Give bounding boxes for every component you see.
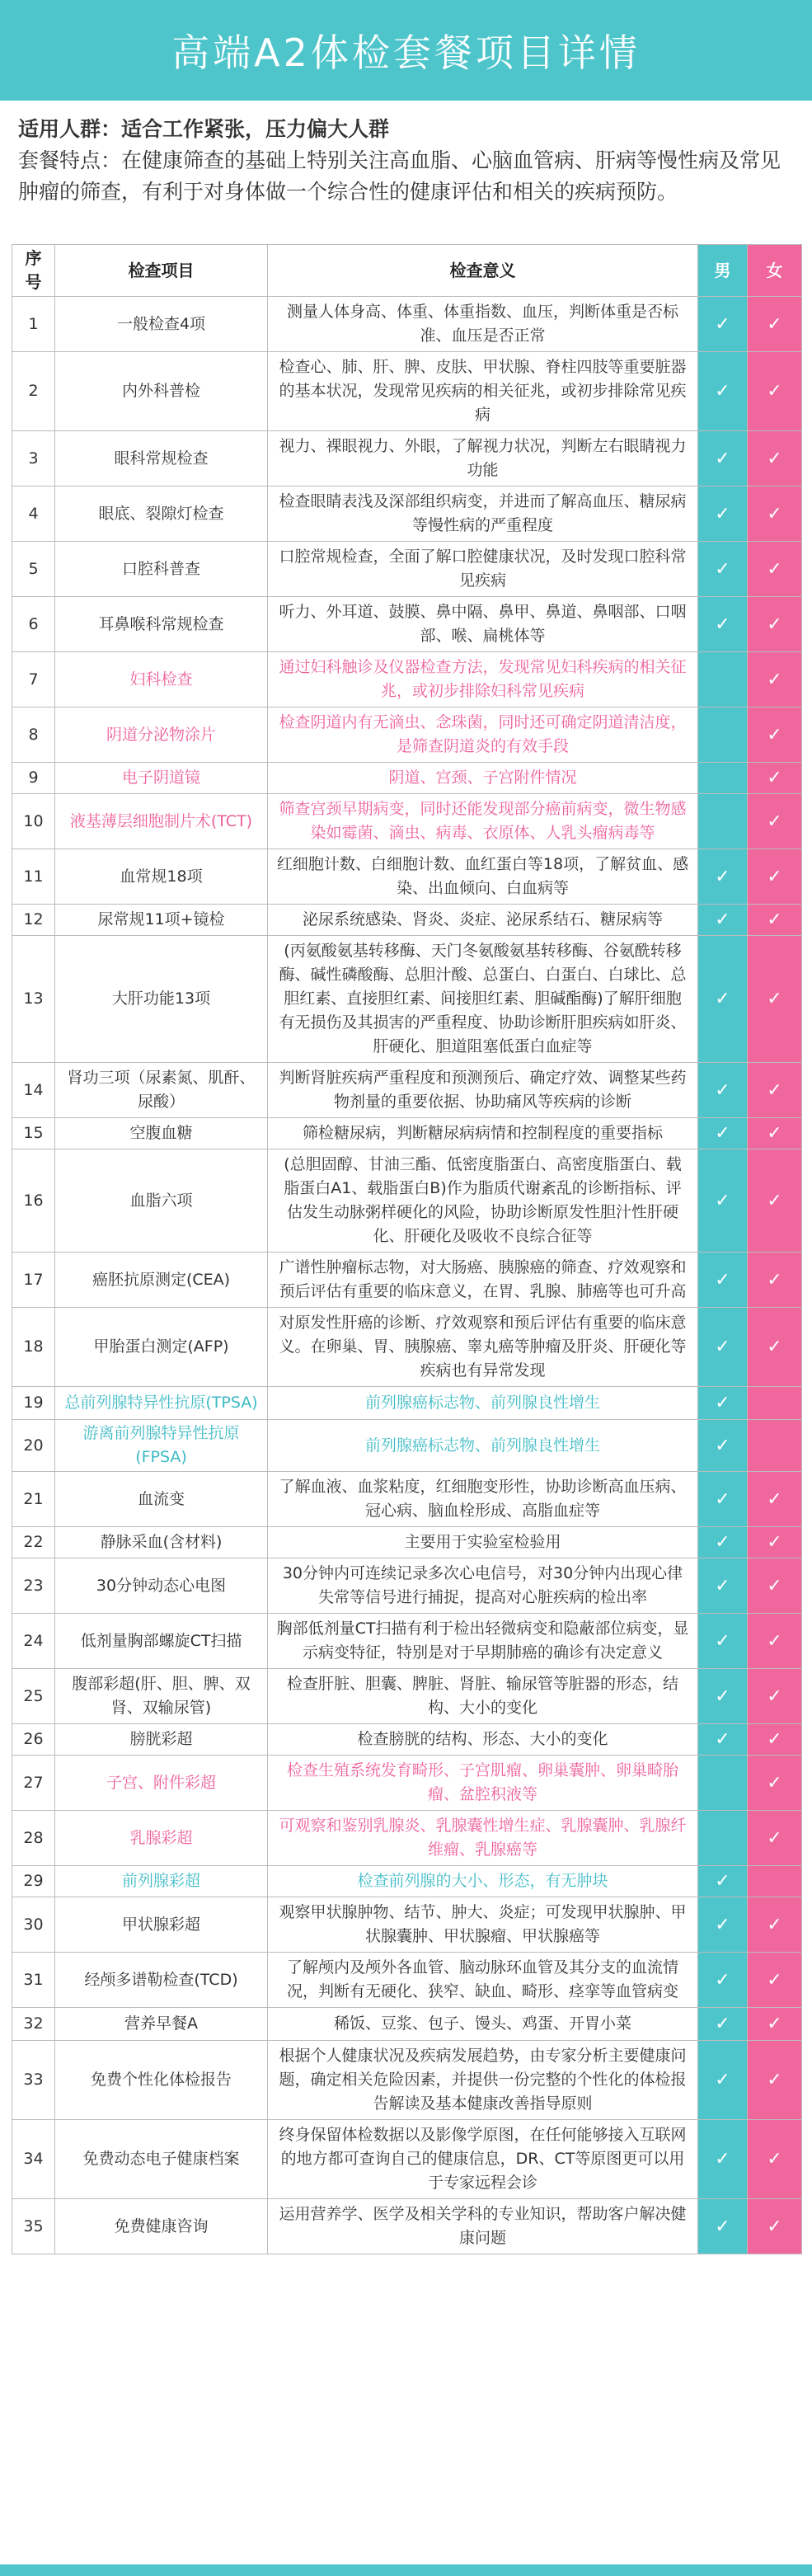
row-male-check: ✓	[698, 936, 748, 1063]
table-row	[12, 1669, 802, 1724]
table-row	[12, 1118, 802, 1149]
row-female-check: ✓	[748, 1724, 802, 1756]
row-female-check: ✓	[748, 542, 802, 597]
row-item: 肾功三项（尿素氮、肌酐、尿酸）	[55, 1063, 268, 1118]
row-description: 前列腺癌标志物、前列腺良性增生	[268, 1387, 698, 1420]
row-description: 观察甲状腺肿物、结节、肿大、炎症；可发现甲状腺肿、甲状腺囊肿、甲状腺瘤、甲状腺癌等	[268, 1897, 698, 1953]
row-description: 检查肝脏、胆囊、脾脏、肾脏、输尿管等脏器的形态，结构、大小的变化	[268, 1669, 698, 1724]
row-description: 可观察和鉴别乳腺炎、乳腺囊性增生症、乳腺囊肿、乳腺纤维瘤、乳腺癌等	[268, 1811, 698, 1866]
table-row	[12, 1387, 802, 1420]
row-female-check: ✓	[748, 2120, 802, 2199]
row-male-check: ✓	[698, 2199, 748, 2254]
row-female-check: ✓	[748, 1118, 802, 1149]
row-number: 9	[12, 763, 55, 794]
row-female-check: ✓	[748, 2199, 802, 2254]
row-description: 胸部低剂量CT扫描有利于检出轻微病变和隐蔽部位病变，显示病变特征，特别是对于早期肺癌的确诊有决定意义	[268, 1614, 698, 1669]
table-header-row	[12, 245, 802, 297]
table-row	[12, 849, 802, 905]
row-male-check: ✓	[698, 1387, 748, 1420]
page-title: 高端A2体检套餐项目详情	[171, 31, 641, 75]
row-description: 视力、裸眼视力、外眼，了解视力状况，判断左右眼睛视力功能	[268, 431, 698, 487]
row-description: 检查前列腺的大小、形态，有无肿块	[268, 1866, 698, 1897]
row-description: 听力、外耳道、鼓膜、鼻中隔、鼻甲、鼻道、鼻咽部、口咽部、喉、扁桃体等	[268, 597, 698, 652]
table-row	[12, 1253, 802, 1308]
row-number: 29	[12, 1866, 55, 1897]
table-row	[12, 1953, 802, 2008]
table-row	[12, 431, 802, 487]
row-female-check: ✓	[748, 1063, 802, 1118]
row-item: 眼底、裂隙灯检查	[55, 487, 268, 542]
header-female: 女	[748, 245, 802, 297]
table-row	[12, 905, 802, 936]
row-description: 检查心、肺、肝、脾、皮肤、甲状腺、脊柱四肢等重要脏器的基本状况，发现常见疾病的相关征兆，或初步排除常见疾病	[268, 352, 698, 431]
row-number: 14	[12, 1063, 55, 1118]
row-number: 32	[12, 2008, 55, 2041]
table-row	[12, 652, 802, 707]
row-female-check: ✓	[748, 1614, 802, 1669]
row-item: 乳腺彩超	[55, 1811, 268, 1866]
row-description: 测量人体身高、体重、体重指数、血压，判断体重是否标准、血压是否正常	[268, 297, 698, 352]
table-row	[12, 597, 802, 652]
row-number: 24	[12, 1614, 55, 1669]
table-row	[12, 1472, 802, 1527]
row-female-check: ✓	[748, 487, 802, 542]
row-male-check: ✓	[698, 1253, 748, 1308]
row-item: 空腹血糖	[55, 1118, 268, 1149]
row-female-check: ✓	[748, 352, 802, 431]
row-number: 31	[12, 1953, 55, 2008]
row-description: 泌尿系统感染、肾炎、炎症、泌尿系结石、糖尿病等	[268, 905, 698, 936]
row-male-check: ✓	[698, 905, 748, 936]
row-item: 膀胱彩超	[55, 1724, 268, 1756]
row-female-check: ✓	[748, 1897, 802, 1953]
row-female-check: ✓	[748, 652, 802, 707]
row-description: (丙氨酸氨基转移酶、天门冬氨酸氨基转移酶、谷氨酰转移酶、碱性磷酸酶、总胆汁酸、总蛋白、白蛋白、白球比、总胆红素、直接胆红素、间接胆红素、胆碱酯酶)了解肝细胞有无损伤及其损害的严重程度、协助诊断肝胆疾病如肝炎、肝硬化、胆道阻塞低蛋白血症等	[268, 936, 698, 1063]
table-row	[12, 1308, 802, 1387]
row-description: 筛检糖尿病，判断糖尿病病情和控制程度的重要指标	[268, 1118, 698, 1149]
row-item: 甲状腺彩超	[55, 1897, 268, 1953]
row-number: 35	[12, 2199, 55, 2254]
exam-items-table	[12, 244, 802, 2254]
table-row	[12, 1420, 802, 1472]
row-item: 内外科普检	[55, 352, 268, 431]
row-number: 5	[12, 542, 55, 597]
row-item: 免费个性化体检报告	[55, 2041, 268, 2120]
row-male-check: ✓	[698, 1953, 748, 2008]
row-male-check: ✓	[698, 2041, 748, 2120]
row-male-check: ✓	[698, 1420, 748, 1472]
row-male-check	[698, 1811, 748, 1866]
row-description: 了解血液、血浆粘度，红细胞变形性，协助诊断高血压病、冠心病、脑血栓形成、高脂血症等	[268, 1472, 698, 1527]
header-meaning: 检查意义	[268, 245, 698, 297]
row-male-check: ✓	[698, 597, 748, 652]
row-number: 4	[12, 487, 55, 542]
row-male-check: ✓	[698, 1724, 748, 1756]
row-female-check: ✓	[748, 936, 802, 1063]
table-row	[12, 1897, 802, 1953]
row-item: 30分钟动态心电图	[55, 1558, 268, 1614]
row-male-check	[698, 1756, 748, 1811]
package-features: 套餐特点：在健康筛查的基础上特别关注高血脂、心脑血管病、肝病等慢性病及常见肿瘤的筛查，有利于对身体做一个综合性的健康评估和相关的疾病预防。	[18, 148, 781, 204]
row-item: 眼科常规检查	[55, 431, 268, 487]
row-number: 10	[12, 794, 55, 849]
row-number: 27	[12, 1756, 55, 1811]
header-no: 序号	[12, 245, 55, 297]
row-number: 22	[12, 1527, 55, 1558]
row-description: 终身保留体检数据以及影像学原图，在任何能够接入互联网的地方都可查询自己的健康信息，DR、CT等原图更可以用于专家远程会诊	[268, 2120, 698, 2199]
row-item: 营养早餐A	[55, 2008, 268, 2041]
table-row	[12, 352, 802, 431]
title-banner	[0, 0, 812, 101]
row-item: 血流变	[55, 1472, 268, 1527]
table-row	[12, 487, 802, 542]
row-female-check: ✓	[748, 1558, 802, 1614]
row-female-check: ✓	[748, 1308, 802, 1387]
row-male-check: ✓	[698, 1897, 748, 1953]
table-row	[12, 707, 802, 763]
row-male-check	[698, 794, 748, 849]
row-female-check: ✓	[748, 1149, 802, 1253]
row-number: 23	[12, 1558, 55, 1614]
table-row	[12, 936, 802, 1063]
row-female-check: ✓	[748, 763, 802, 794]
row-item: 阴道分泌物涂片	[55, 707, 268, 763]
row-description: 主要用于实验室检验用	[268, 1527, 698, 1558]
row-description: 30分钟内可连续记录多次心电信号，对30分钟内出现心律失常等信号进行捕捉，提高对心脏疾病的检出率	[268, 1558, 698, 1614]
row-number: 21	[12, 1472, 55, 1527]
row-female-check	[748, 1866, 802, 1897]
row-item: 液基薄层细胞制片术(TCT)	[55, 794, 268, 849]
row-female-check: ✓	[748, 707, 802, 763]
row-item: 口腔科普查	[55, 542, 268, 597]
row-male-check: ✓	[698, 352, 748, 431]
row-male-check: ✓	[698, 1472, 748, 1527]
row-male-check	[698, 652, 748, 707]
row-number: 12	[12, 905, 55, 936]
row-female-check: ✓	[748, 2041, 802, 2120]
row-number: 30	[12, 1897, 55, 1953]
row-female-check: ✓	[748, 1472, 802, 1527]
row-description: 检查眼睛表浅及深部组织病变，并进而了解高血压、糖尿病等慢性病的严重程度	[268, 487, 698, 542]
row-item: 妇科检查	[55, 652, 268, 707]
table-row	[12, 1149, 802, 1253]
row-description: 广谱性肿瘤标志物，对大肠癌、胰腺癌的筛查、疗效观察和预后评估有重要的临床意义，在胃、乳腺、肺癌等也可升高	[268, 1253, 698, 1308]
table-row	[12, 2008, 802, 2041]
row-number: 33	[12, 2041, 55, 2120]
row-number: 6	[12, 597, 55, 652]
row-description: 根据个人健康状况及疾病发展趋势，由专家分析主要健康问题，确定相关危险因素，并提供一份完整的个性化的体检报告解读及基本健康改善指导原则	[268, 2041, 698, 2120]
table-row	[12, 1063, 802, 1118]
row-number: 3	[12, 431, 55, 487]
row-male-check: ✓	[698, 1149, 748, 1253]
row-male-check: ✓	[698, 487, 748, 542]
row-male-check: ✓	[698, 849, 748, 905]
header-male: 男	[698, 245, 748, 297]
row-item: 血脂六项	[55, 1149, 268, 1253]
row-male-check: ✓	[698, 1308, 748, 1387]
table-body	[12, 297, 802, 2254]
row-number: 26	[12, 1724, 55, 1756]
row-description: 阴道、宫颈、子宫附件情况	[268, 763, 698, 794]
row-item: 电子阴道镜	[55, 763, 268, 794]
table-row	[12, 1614, 802, 1669]
row-female-check: ✓	[748, 794, 802, 849]
row-number: 28	[12, 1811, 55, 1866]
row-male-check: ✓	[698, 1614, 748, 1669]
row-item: 血常规18项	[55, 849, 268, 905]
row-number: 1	[12, 297, 55, 352]
row-number: 15	[12, 1118, 55, 1149]
table-row	[12, 794, 802, 849]
bottom-bar	[0, 2564, 812, 2576]
row-item: 免费动态电子健康档案	[55, 2120, 268, 2199]
table-row	[12, 1756, 802, 1811]
row-item: 游离前列腺特异性抗原(FPSA)	[55, 1420, 268, 1472]
package-intro	[18, 114, 797, 208]
row-female-check: ✓	[748, 1253, 802, 1308]
row-description: 通过妇科触诊及仪器检查方法，发现常见妇科疾病的相关征兆，或初步排除妇科常见疾病	[268, 652, 698, 707]
row-item: 尿常规11项+镜检	[55, 905, 268, 936]
row-number: 20	[12, 1420, 55, 1472]
table-row	[12, 1724, 802, 1756]
table-row	[12, 1558, 802, 1614]
row-male-check: ✓	[698, 2008, 748, 2041]
row-number: 17	[12, 1253, 55, 1308]
row-female-check: ✓	[748, 1811, 802, 1866]
row-female-check: ✓	[748, 1527, 802, 1558]
row-female-check	[748, 1387, 802, 1420]
row-female-check: ✓	[748, 1756, 802, 1811]
row-description: 判断肾脏疾病严重程度和预测预后、确定疗效、调整某些药物剂量的重要依据、协助痛风等疾病的诊断	[268, 1063, 698, 1118]
row-male-check: ✓	[698, 1118, 748, 1149]
row-male-check	[698, 707, 748, 763]
row-male-check: ✓	[698, 1558, 748, 1614]
row-number: 25	[12, 1669, 55, 1724]
row-female-check: ✓	[748, 1669, 802, 1724]
row-item: 甲胎蛋白测定(AFP)	[55, 1308, 268, 1387]
row-female-check: ✓	[748, 1953, 802, 2008]
row-item: 腹部彩超(肝、胆、脾、双肾、双输尿管)	[55, 1669, 268, 1724]
row-item: 一般检查4项	[55, 297, 268, 352]
row-description: 稀饭、豆浆、包子、馒头、鸡蛋、开胃小菜	[268, 2008, 698, 2041]
table-row	[12, 1527, 802, 1558]
table-row	[12, 542, 802, 597]
row-female-check	[748, 1420, 802, 1472]
row-description: 运用营养学、医学及相关学科的专业知识，帮助客户解决健康问题	[268, 2199, 698, 2254]
row-female-check: ✓	[748, 2008, 802, 2041]
table-row	[12, 763, 802, 794]
row-item: 大肝功能13项	[55, 936, 268, 1063]
row-item: 耳鼻喉科常规检查	[55, 597, 268, 652]
target-audience: 适用人群：适合工作紧张，压力偏大人群	[18, 117, 390, 141]
row-item: 静脉采血(含材料)	[55, 1527, 268, 1558]
table-row	[12, 2041, 802, 2120]
row-female-check: ✓	[748, 297, 802, 352]
row-description: 对原发性肝癌的诊断、疗效观察和预后评估有重要的临床意义。在卵巢、胃、胰腺癌、睾丸癌等肿瘤及肝炎、肝硬化等疾病也有异常发现	[268, 1308, 698, 1387]
row-number: 19	[12, 1387, 55, 1420]
row-number: 8	[12, 707, 55, 763]
row-female-check: ✓	[748, 905, 802, 936]
table-row	[12, 1811, 802, 1866]
row-description: 口腔常规检查，全面了解口腔健康状况，及时发现口腔科常见疾病	[268, 542, 698, 597]
row-number: 34	[12, 2120, 55, 2199]
row-description: 检查生殖系统发育畸形、子宫肌瘤、卵巢囊肿、卵巢畸胎瘤、盆腔积液等	[268, 1756, 698, 1811]
table-row	[12, 1866, 802, 1897]
row-description: 检查阴道内有无滴虫、念珠菌，同时还可确定阴道清洁度，是筛查阴道炎的有效手段	[268, 707, 698, 763]
row-male-check: ✓	[698, 431, 748, 487]
row-male-check: ✓	[698, 542, 748, 597]
row-female-check: ✓	[748, 597, 802, 652]
row-female-check: ✓	[748, 849, 802, 905]
row-description: 检查膀胱的结构、形态、大小的变化	[268, 1724, 698, 1756]
row-number: 2	[12, 352, 55, 431]
row-item: 免费健康咨询	[55, 2199, 268, 2254]
table-row	[12, 2120, 802, 2199]
row-male-check	[698, 763, 748, 794]
row-description: 筛查宫颈早期病变，同时还能发现部分癌前病变，微生物感染如霉菌、滴虫、病毒、衣原体、人乳头瘤病毒等	[268, 794, 698, 849]
row-male-check: ✓	[698, 2120, 748, 2199]
table-row	[12, 2199, 802, 2254]
row-male-check: ✓	[698, 297, 748, 352]
row-description: (总胆固醇、甘油三酯、低密度脂蛋白、高密度脂蛋白、载脂蛋白A1、载脂蛋白B)作为脂质代谢紊乱的诊断指标、评估发生动脉粥样硬化的风险，协助诊断原发性胆汁性肝硬化、肝硬化及吸收不良综合征等	[268, 1149, 698, 1253]
row-item: 癌胚抗原测定(CEA)	[55, 1253, 268, 1308]
row-male-check: ✓	[698, 1527, 748, 1558]
row-description: 红细胞计数、白细胞计数、血红蛋白等18项，了解贫血、感染、出血倾向、白血病等	[268, 849, 698, 905]
row-item: 子宫、附件彩超	[55, 1756, 268, 1811]
row-number: 16	[12, 1149, 55, 1253]
row-number: 13	[12, 936, 55, 1063]
row-male-check: ✓	[698, 1669, 748, 1724]
row-male-check: ✓	[698, 1063, 748, 1118]
header-item: 检查项目	[55, 245, 268, 297]
table-row	[12, 297, 802, 352]
row-number: 7	[12, 652, 55, 707]
row-item: 低剂量胸部螺旋CT扫描	[55, 1614, 268, 1669]
row-male-check: ✓	[698, 1866, 748, 1897]
row-item: 前列腺彩超	[55, 1866, 268, 1897]
row-item: 总前列腺特异性抗原(TPSA)	[55, 1387, 268, 1420]
row-number: 18	[12, 1308, 55, 1387]
row-description: 前列腺癌标志物、前列腺良性增生	[268, 1420, 698, 1472]
row-female-check: ✓	[748, 431, 802, 487]
row-description: 了解颅内及颅外各血管、脑动脉环血管及其分支的血流情况，判断有无硬化、狭窄、缺血、畸形、痉挛等血管病变	[268, 1953, 698, 2008]
row-number: 11	[12, 849, 55, 905]
row-item: 经颅多谱勒检查(TCD)	[55, 1953, 268, 2008]
